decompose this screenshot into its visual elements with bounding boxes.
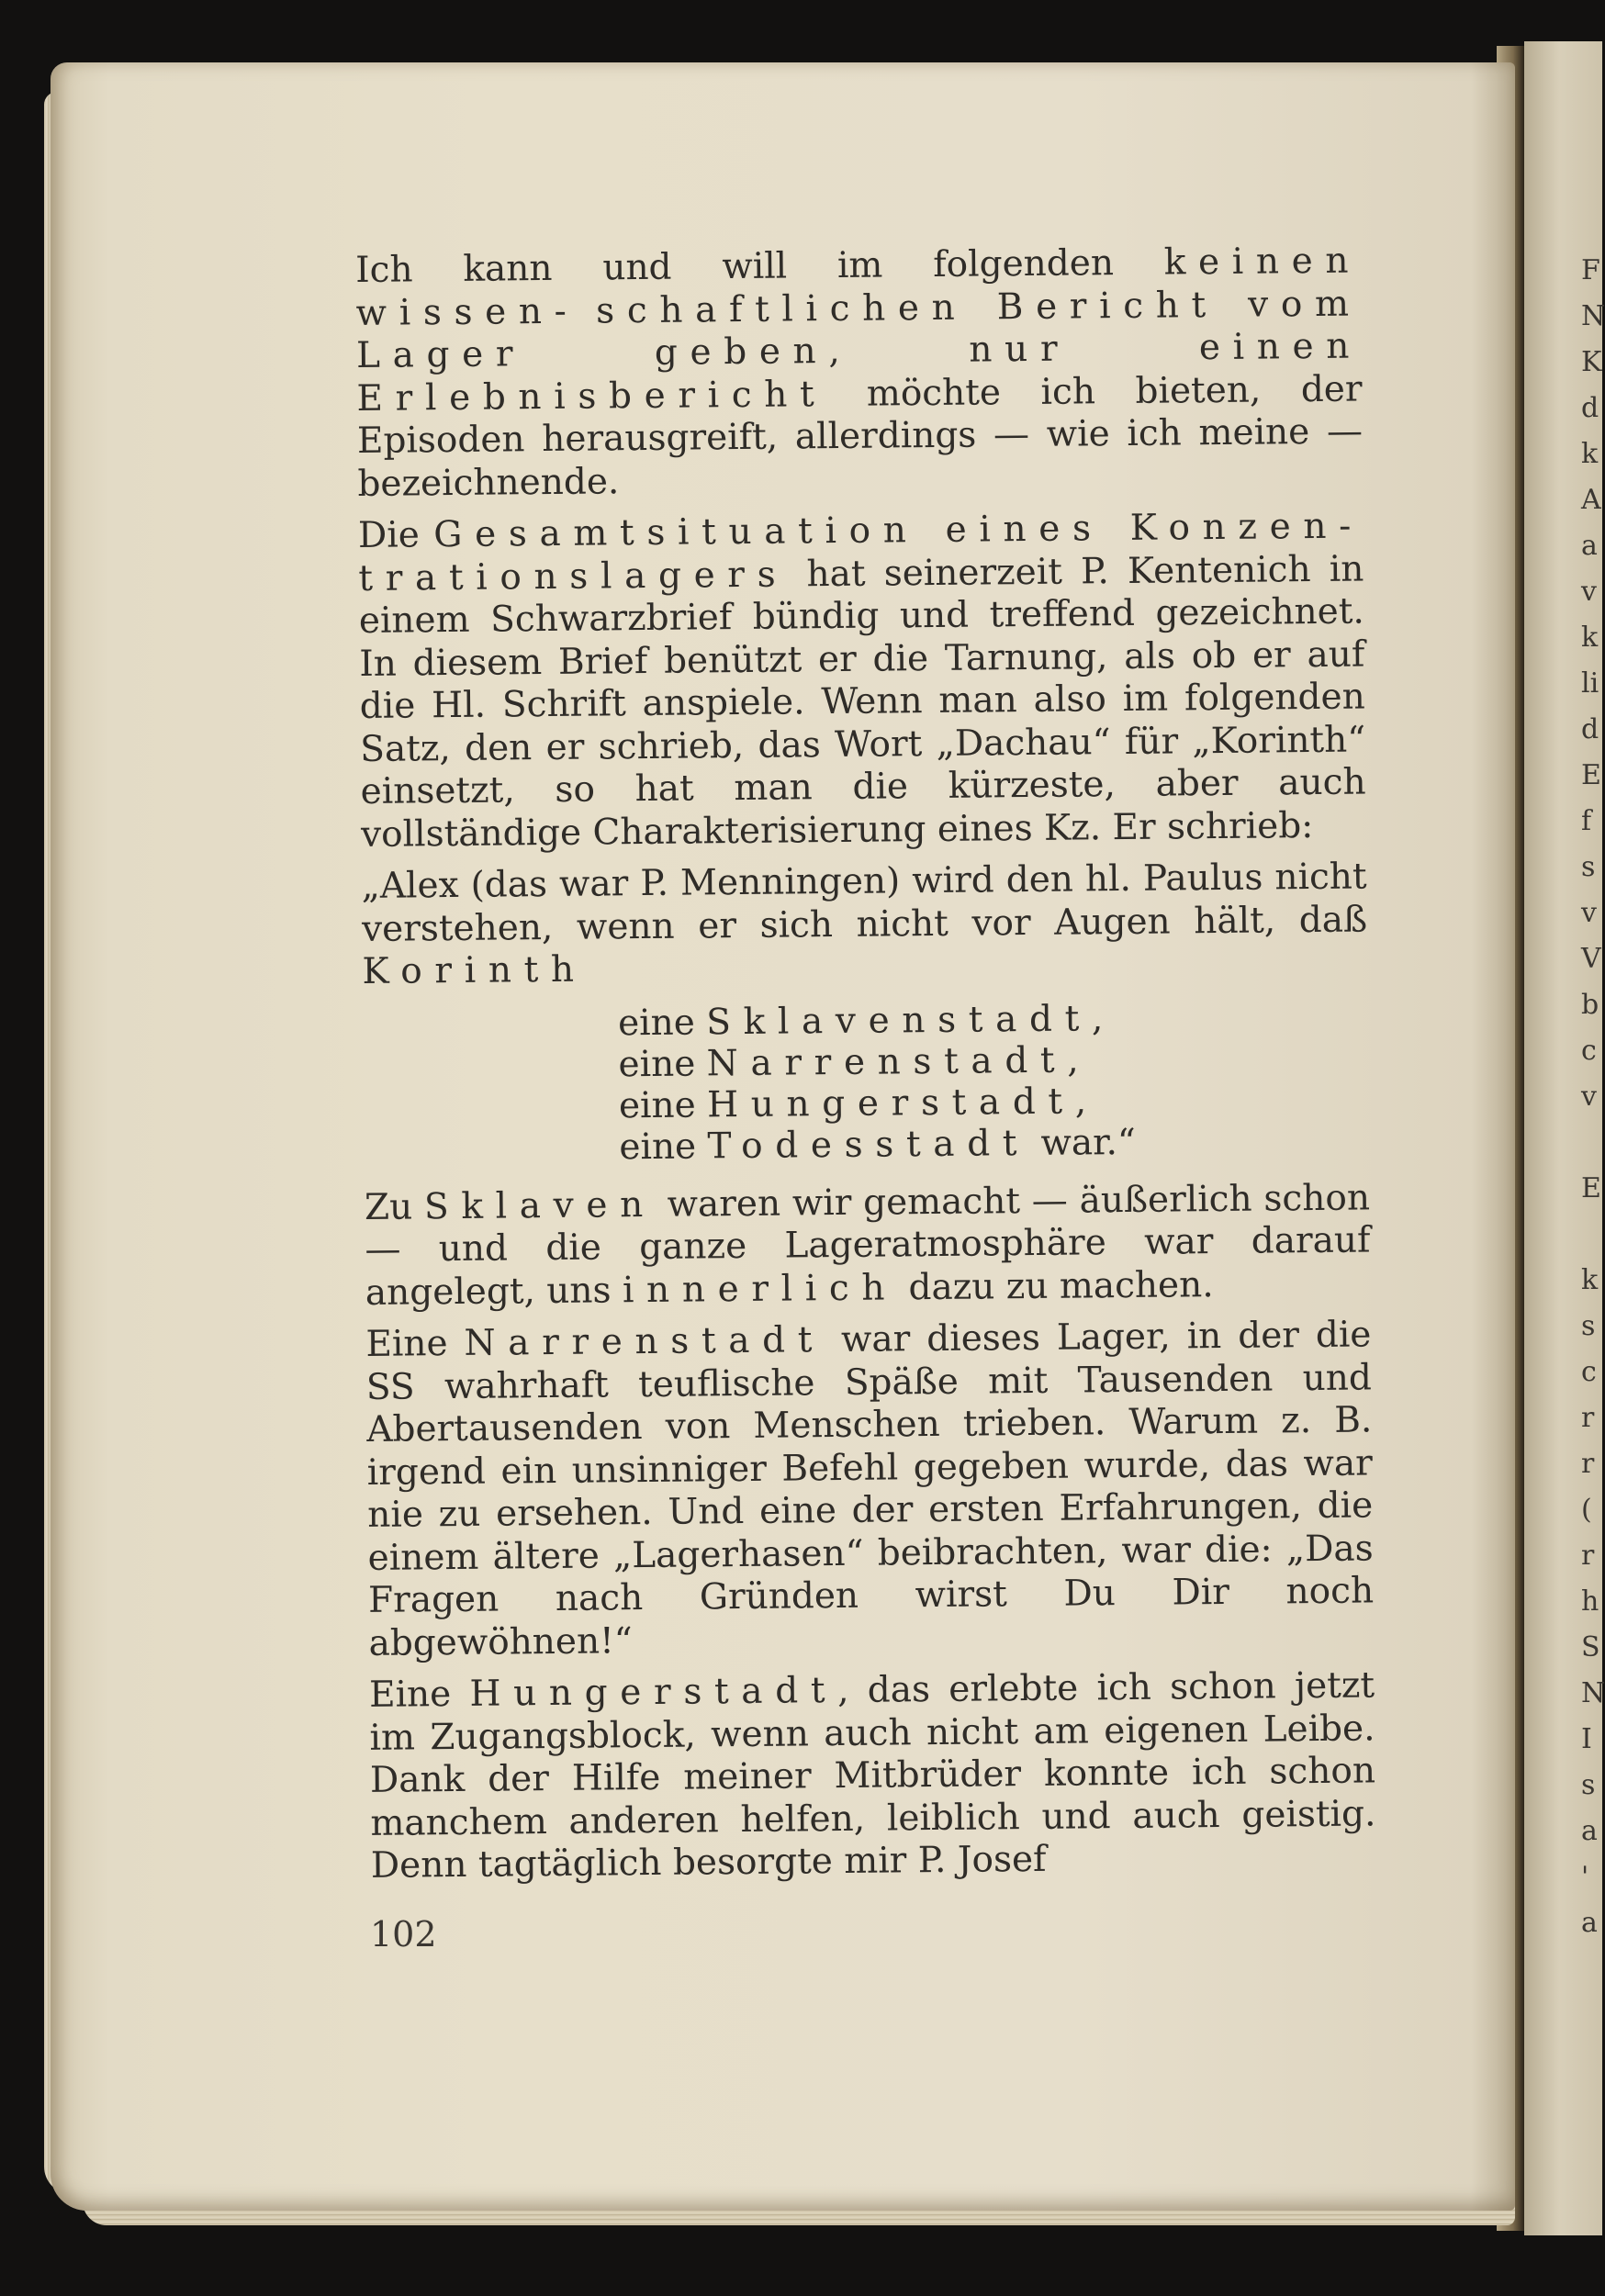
facing-page-letter: c — [1581, 1035, 1597, 1067]
spaced-emphasis: Sklaven — [423, 1183, 657, 1227]
facing-page-letter: h — [1581, 1585, 1599, 1618]
text-run: eine — [619, 1125, 708, 1168]
facing-page-letter — [1581, 1120, 1602, 1166]
spaced-emphasis: trationslagers — [358, 553, 789, 599]
facing-page-letter: d — [1581, 392, 1599, 424]
paragraph-2 — [358, 505, 1367, 856]
text-run: „Alex (das war P. Menningen) wird den hl. Paulus nicht verstehen, wenn er sich nicht vor Augen hält, daß — [361, 856, 1368, 950]
facing-page-letter: I — [1581, 1723, 1592, 1755]
facing-page-letter: N — [1581, 300, 1605, 332]
text-run: war.“ — [1028, 1121, 1137, 1164]
verse-line-1 — [618, 995, 1368, 1044]
facing-page-letters — [1581, 248, 1605, 1946]
facing-page-letter: c — [1581, 1356, 1597, 1388]
facing-page-letter: a — [1581, 1907, 1598, 1939]
spaced-emphasis: Narrenstadt — [706, 1039, 1068, 1084]
facing-page-letter: K — [1581, 346, 1602, 378]
facing-page-letter: ' — [1581, 1861, 1589, 1893]
facing-page-letter: s — [1581, 1769, 1596, 1801]
text-run: waren wir gemacht — äußerlich schon — und die ganze Lageratmosphäre war darauf angelegt, uns — [365, 1176, 1371, 1314]
paragraph-4 — [365, 1177, 1371, 1315]
facing-page-letter: k — [1581, 622, 1599, 654]
facing-page-letter: v — [1581, 1081, 1597, 1113]
paragraph-1 — [355, 240, 1364, 505]
text-run: , — [1091, 997, 1104, 1039]
spaced-emphasis: Gesamtsituation eines Konzen- — [433, 505, 1364, 556]
facing-page-letter: F — [1581, 254, 1600, 286]
verse-line-4 — [619, 1119, 1369, 1168]
text-run: möchte ich bieten, der Episoden herausgreift, allerdings — wie ich meine — bezeichnende. — [356, 367, 1364, 505]
facing-page-letter: r — [1581, 1540, 1595, 1572]
facing-page-letter: r — [1581, 1402, 1595, 1434]
text-run: eine — [618, 1083, 708, 1126]
text-run: eine — [618, 1042, 707, 1085]
spaced-emphasis: schaftlichen Bericht vom Lager geben, — [355, 282, 1362, 376]
facing-page-letter: a — [1581, 1815, 1598, 1847]
facing-page-letter: f — [1581, 805, 1592, 837]
verse-line-3 — [619, 1078, 1369, 1126]
facing-page-letter: A — [1581, 484, 1601, 516]
page-text-block — [355, 240, 1376, 1897]
text-run: war dieses Lager, in der die SS wahrhaft teuflische Späße mit Tausenden und Abertausenden von Menschen trieben. Warum z. B. irgend ein unsinniger Befehl gegeben wurde, das war nie zu ersehen. Und eine der ersten Erfahrungen, die einem ältere „Lagerhasen“ beibrachten, war die: „Das Fragen nach Gründen wirst Du Dir noch abgewöhnen!“ — [365, 1314, 1375, 1664]
verse-line-2 — [618, 1036, 1368, 1085]
text-run: dazu zu machen. — [896, 1263, 1214, 1308]
text-run: Eine — [368, 1673, 470, 1716]
facing-page-letter: s — [1581, 1310, 1596, 1342]
text-run: , das erlebte ich schon jetzt im Zugangsblock, wenn auch nicht am eigenen Leibe. Dank der Hilfe meiner Mitbrüder konnte ich schon manchem anderen helfen, leiblich und auch geistig. Denn tagtäglich besorgte mir P. Josef — [369, 1664, 1376, 1887]
spaced-emphasis: Hungerstadt — [706, 1081, 1075, 1126]
spaced-emphasis: Hungerstadt — [469, 1670, 838, 1715]
text-run: , — [1074, 1080, 1087, 1123]
facing-page-letter: E — [1581, 1172, 1601, 1204]
facing-page-letter: a — [1581, 530, 1598, 562]
facing-page-letter: r — [1581, 1448, 1595, 1480]
verse-quote — [618, 995, 1370, 1168]
spaced-emphasis: Narrenstadt — [464, 1319, 825, 1364]
spaced-emphasis: Korinth — [362, 948, 587, 992]
paragraph-3 — [361, 856, 1367, 993]
facing-page-letter: v — [1581, 897, 1597, 929]
spaced-emphasis: Todesstadt — [707, 1122, 1030, 1167]
facing-page-letter: d — [1581, 713, 1599, 745]
text-run: Zu — [364, 1185, 425, 1228]
page-number: 102 — [370, 1914, 437, 1954]
facing-page-letter: k — [1581, 438, 1599, 470]
text-run: eine — [617, 1001, 707, 1044]
facing-page-letter: N — [1581, 1677, 1605, 1709]
facing-page-letter: E — [1581, 759, 1601, 791]
spaced-emphasis: keinen wissen- — [355, 240, 1362, 334]
facing-page-letter: S — [1581, 1631, 1600, 1663]
text-run: hat seinerzeit P. Kentenich in einem Schwarzbrief bündig und treffend gezeichnet. In diesem Brief benützt er die Tarnung, als ob er auf die Hl. Schrift anspiele. Wenn man also im folgenden Satz, den er schrieb, das Wort „Dachau“ für „Korinth“ einsetzt, so hat man die kürzeste, aber auch vollständige Charakterisierung eines Kz. Er schrieb: — [358, 547, 1366, 856]
paragraph-6 — [369, 1664, 1376, 1887]
facing-page-letter — [1581, 1212, 1602, 1258]
facing-page-letter: b — [1581, 989, 1599, 1021]
text-run: Ich kann und will im folgenden — [355, 241, 1164, 291]
facing-page-letter: s — [1581, 851, 1596, 883]
text-run: , — [1067, 1038, 1079, 1081]
spaced-emphasis: nur einen Erlebnisbericht — [356, 325, 1363, 420]
text-run: Eine — [365, 1322, 465, 1365]
facing-page-letter: li — [1581, 667, 1599, 700]
facing-page-letter: V — [1581, 943, 1601, 975]
spaced-emphasis: Sklavenstadt — [706, 997, 1093, 1043]
facing-page-letter: k — [1581, 1264, 1599, 1296]
text-run: Die — [357, 514, 434, 556]
paragraph-5 — [365, 1314, 1375, 1664]
facing-page-letter: ( — [1581, 1494, 1592, 1526]
facing-page-letter: v — [1581, 576, 1597, 608]
spaced-emphasis: innerlich — [622, 1266, 898, 1311]
